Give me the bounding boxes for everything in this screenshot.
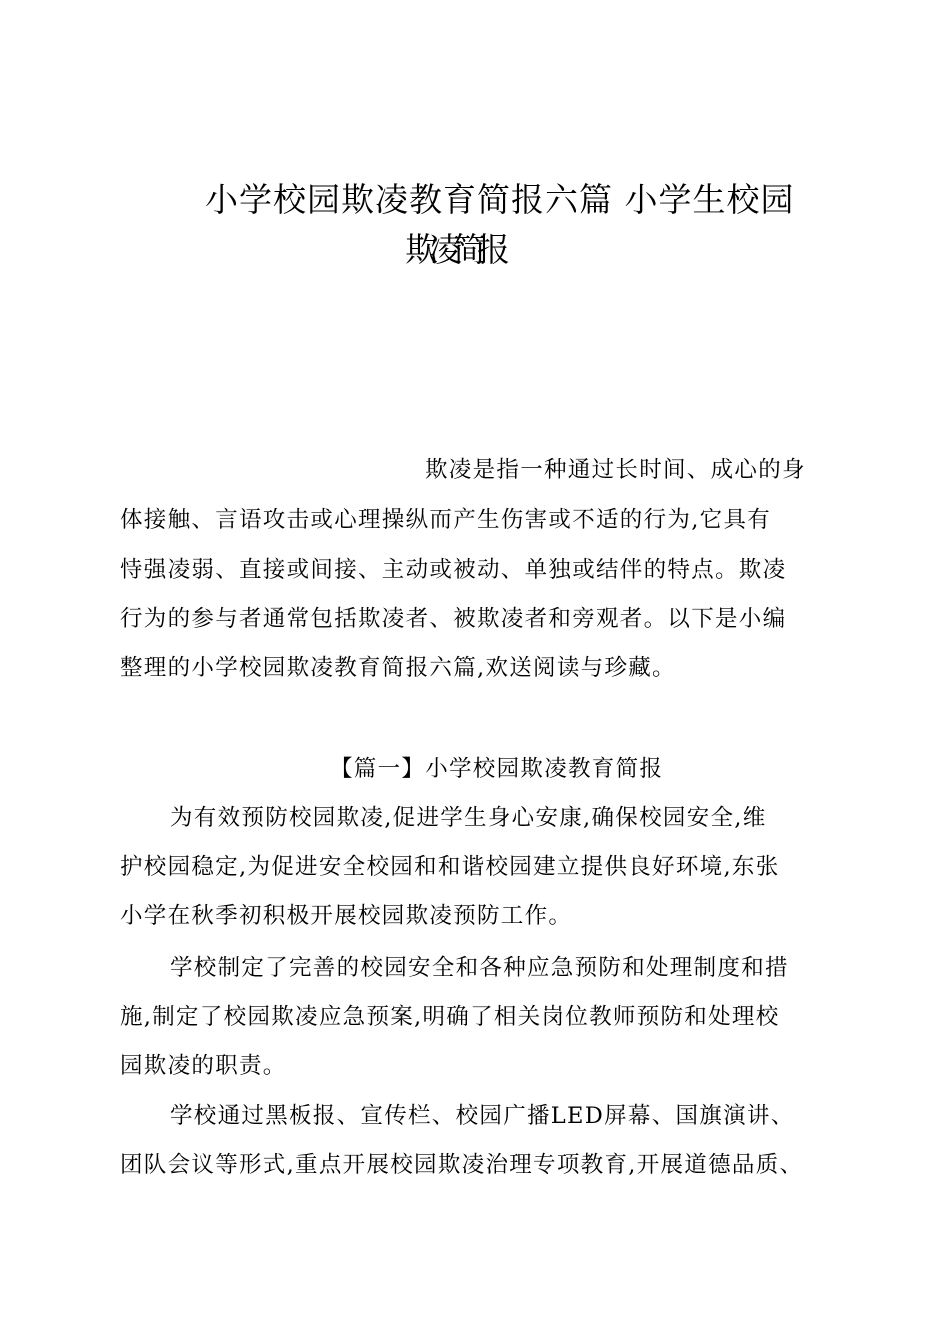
- intro-line: 行为的参与者通常包括欺凌者、被欺凌者和旁观者。以下是小编: [120, 606, 787, 632]
- body-line: 团队会议等形式,重点开展校园欺凌治理专项教育,开展道德品质、: [120, 1152, 804, 1178]
- intro-line: 欺凌是指一种通过长时间、成心的身: [425, 457, 806, 483]
- document-title-line-2: 欺凌简报: [405, 230, 501, 269]
- document-title-line-1: 小学校园欺凌教育简报六篇 小学生校园: [205, 180, 795, 219]
- intro-line: 整理的小学校园欺凌教育简报六篇,欢送阅读与珍藏。: [120, 655, 676, 681]
- body-line: 小学在秋季初积极开展校园欺凌预防工作。: [120, 903, 573, 929]
- intro-line: 体接触、言语攻击或心理操纵而产生伤害或不适的行为,它具有: [120, 507, 772, 533]
- body-line: 为有效预防校园欺凌,促进学生身心安康,确保校园安全,维: [170, 805, 767, 831]
- body-line: 学校制定了完善的校园安全和各种应急预防和处理制度和措: [170, 955, 789, 981]
- body-line: 学校通过黑板报、宣传栏、校园广播LED屏幕、国旗演讲、: [170, 1103, 795, 1129]
- intro-line: 恃强凌弱、直接或间接、主动或被动、单独或结伴的特点。欺凌: [120, 557, 787, 583]
- body-line: 护校园稳定,为促进安全校园和和谐校园建立提供良好环境,东张: [120, 854, 780, 880]
- section-heading: 【篇一】小学校园欺凌教育简报: [330, 756, 664, 782]
- body-line: 施,制定了校园欺凌应急预案,明确了相关岗位教师预防和处理校: [120, 1004, 780, 1030]
- body-line: 园欺凌的职责。: [120, 1053, 287, 1079]
